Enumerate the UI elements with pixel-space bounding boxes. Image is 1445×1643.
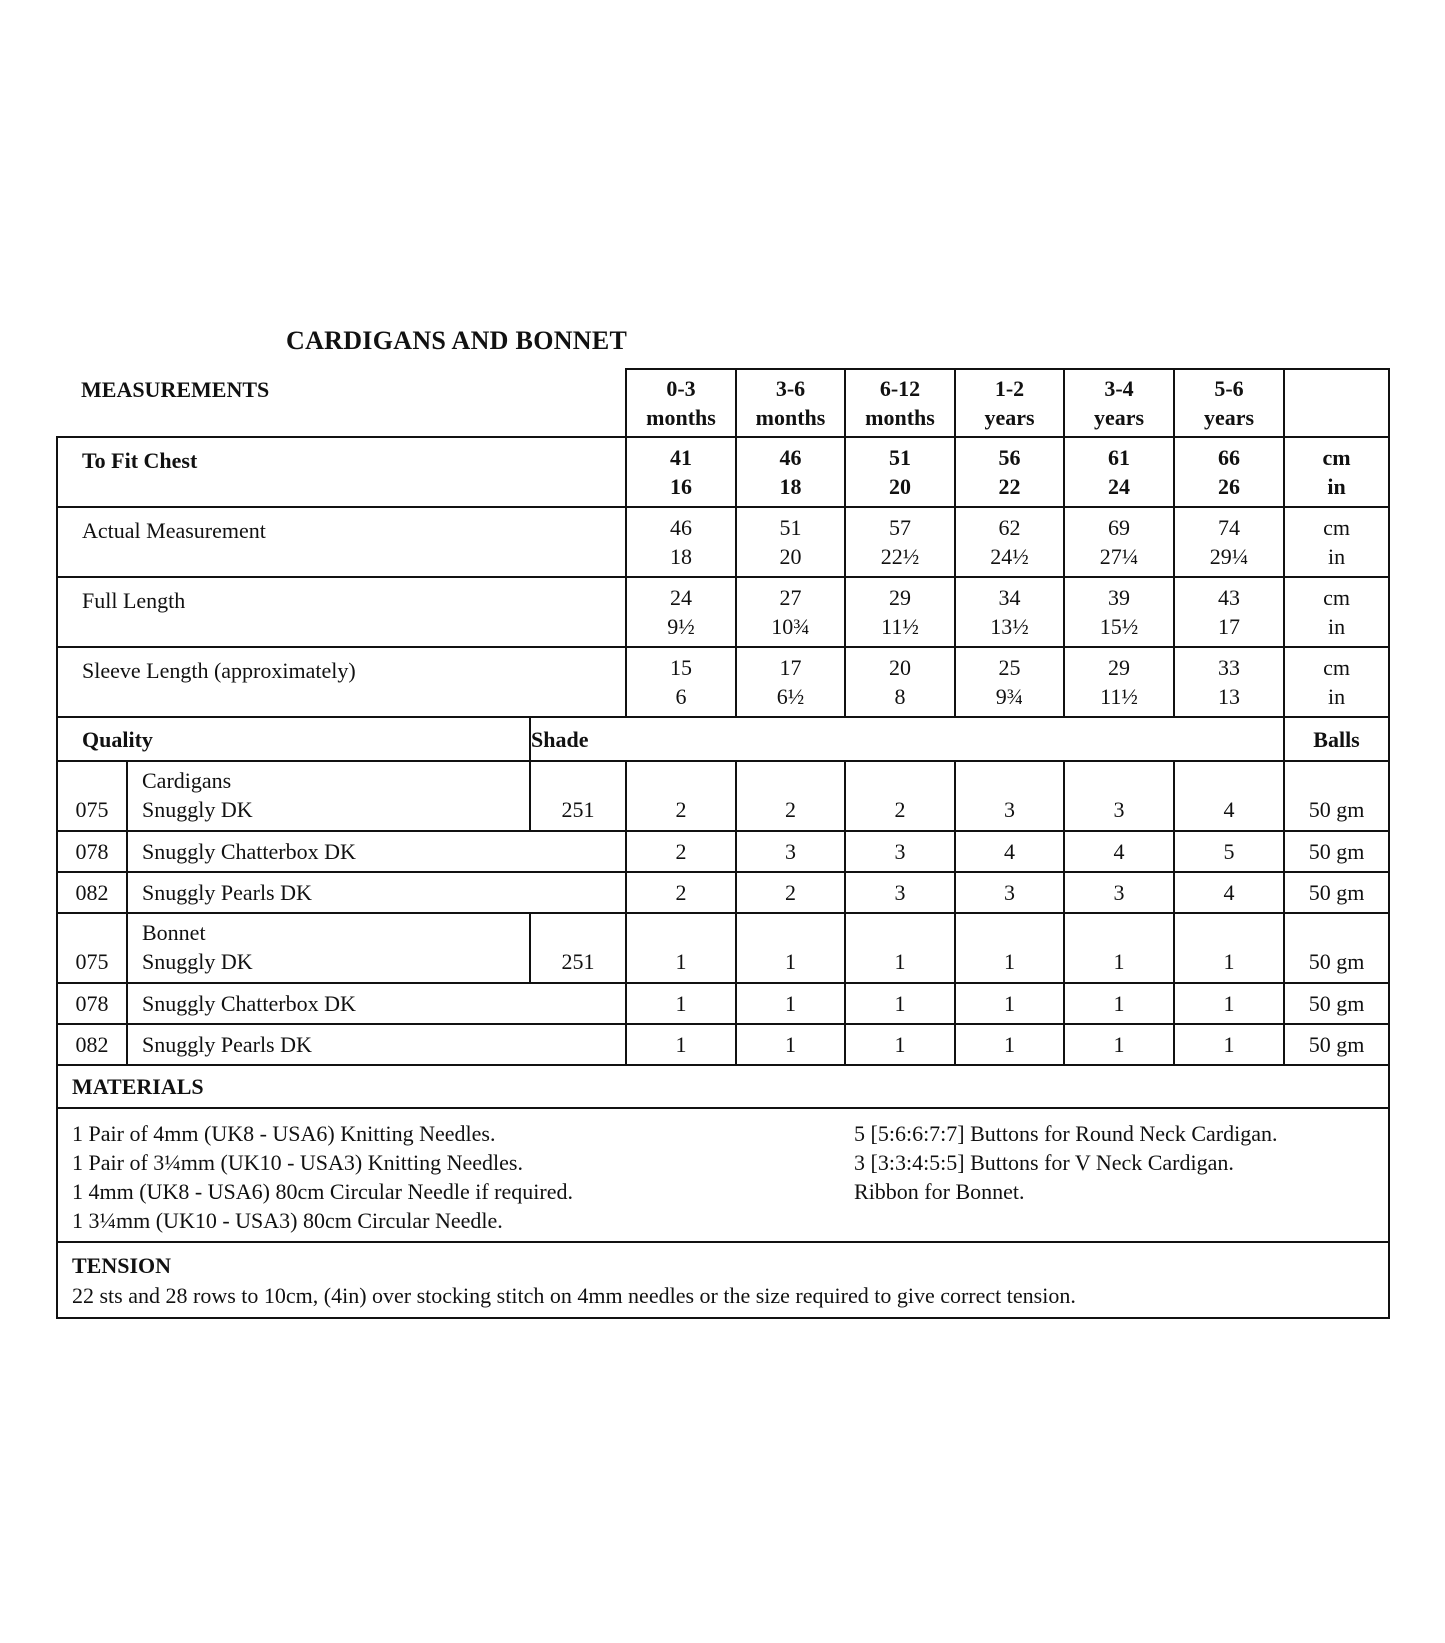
ball-count: 2 xyxy=(626,872,736,913)
size-header: 5-6 years xyxy=(1174,369,1284,437)
yarn-name-cell: Cardigans Snuggly DK xyxy=(127,761,530,831)
measure-value: 62 24½ xyxy=(955,507,1064,577)
ball-count: 1 xyxy=(626,913,736,983)
ball-count: 4 xyxy=(955,831,1064,872)
ball-count: 1 xyxy=(1064,1024,1174,1065)
size-header: 1-2 years xyxy=(955,369,1064,437)
ball-count: 1 xyxy=(1174,913,1284,983)
measure-unit: cm in xyxy=(1284,437,1389,507)
size-header-blank xyxy=(1284,369,1389,437)
yarn-row xyxy=(57,872,1389,913)
materials-row xyxy=(57,1108,1389,1242)
measure-value: 51 20 xyxy=(736,507,845,577)
measure-row xyxy=(57,647,1389,717)
shade-code: 251 xyxy=(530,913,626,983)
ball-count: 1 xyxy=(955,913,1064,983)
measure-value: 56 22 xyxy=(955,437,1064,507)
ball-count: 1 xyxy=(626,983,736,1024)
ball-count: 1 xyxy=(1064,983,1174,1024)
materials-item: 1 4mm (UK8 - USA6) 80cm Circular Needle if required. xyxy=(72,1179,573,1204)
size-header: 0-3 months xyxy=(626,369,736,437)
ball-count: 2 xyxy=(736,761,845,831)
ball-count: 4 xyxy=(1174,761,1284,831)
yarn-name: Snuggly Pearls DK xyxy=(127,872,626,913)
quality-header: Quality xyxy=(57,717,530,761)
ball-count: 4 xyxy=(1064,831,1174,872)
ball-count: 1 xyxy=(736,913,845,983)
pattern-table xyxy=(56,368,1390,1319)
ball-count: 1 xyxy=(845,1024,955,1065)
measure-value: 33 13 xyxy=(1174,647,1284,717)
ball-weight: 50 gm xyxy=(1284,761,1389,831)
ball-count: 1 xyxy=(1064,913,1174,983)
measure-row xyxy=(57,577,1389,647)
ball-weight: 50 gm xyxy=(1284,1024,1389,1065)
measure-value: 17 6½ xyxy=(736,647,845,717)
section-heading-cardigans: Cardigans xyxy=(142,768,232,793)
ball-count: 3 xyxy=(845,872,955,913)
measure-value: 61 24 xyxy=(1064,437,1174,507)
measure-value: 29 11½ xyxy=(1064,647,1174,717)
yarn-row xyxy=(57,1024,1389,1065)
ball-count: 1 xyxy=(1174,1024,1284,1065)
materials-extras xyxy=(854,1119,1374,1235)
ball-weight: 50 gm xyxy=(1284,831,1389,872)
section-heading-bonnet: Bonnet xyxy=(142,920,206,945)
ball-count: 2 xyxy=(626,761,736,831)
measurements-label: MEASUREMENTS xyxy=(57,369,626,437)
tension-text: 22 sts and 28 rows to 10cm, (4in) over stocking stitch on 4mm needles or the size required to give correct tension. xyxy=(72,1283,1076,1308)
ball-count: 3 xyxy=(955,872,1064,913)
tension-cell xyxy=(57,1242,1389,1318)
measure-value: 46 18 xyxy=(626,507,736,577)
quality-header-row xyxy=(57,717,1389,761)
measure-value: 66 26 xyxy=(1174,437,1284,507)
yarn-row xyxy=(57,831,1389,872)
measure-value: 69 27¼ xyxy=(1064,507,1174,577)
ball-count: 3 xyxy=(1064,761,1174,831)
yarn-name: Snuggly Chatterbox DK xyxy=(127,983,626,1024)
measure-value: 43 17 xyxy=(1174,577,1284,647)
ball-count: 1 xyxy=(736,983,845,1024)
materials-item: 3 [3:3:4:5:5] Buttons for V Neck Cardigan. xyxy=(854,1150,1234,1175)
quality-code: 078 xyxy=(57,983,127,1024)
quality-code: 078 xyxy=(57,831,127,872)
measure-unit: cm in xyxy=(1284,507,1389,577)
yarn-row xyxy=(57,983,1389,1024)
measure-unit: cm in xyxy=(1284,647,1389,717)
yarn-row xyxy=(57,761,1389,831)
ball-count: 3 xyxy=(736,831,845,872)
measure-value: 24 9½ xyxy=(626,577,736,647)
measure-label: Actual Measurement xyxy=(57,507,626,577)
materials-item: 1 3¼mm (UK10 - USA3) 80cm Circular Needle. xyxy=(72,1208,503,1233)
shade-header: Shade xyxy=(530,717,1284,761)
ball-count: 1 xyxy=(955,1024,1064,1065)
quality-code: 075 xyxy=(57,913,127,983)
tension-heading: TENSION xyxy=(72,1253,172,1278)
ball-count: 1 xyxy=(845,913,955,983)
yarn-name-cell: Bonnet Snuggly DK xyxy=(127,913,530,983)
quality-code: 082 xyxy=(57,872,127,913)
ball-weight: 50 gm xyxy=(1284,913,1389,983)
measure-unit: cm in xyxy=(1284,577,1389,647)
measure-row xyxy=(57,507,1389,577)
materials-item: Ribbon for Bonnet. xyxy=(854,1179,1025,1204)
measure-value: 25 9¾ xyxy=(955,647,1064,717)
ball-count: 2 xyxy=(736,872,845,913)
measure-value: 46 18 xyxy=(736,437,845,507)
measure-value: 15 6 xyxy=(626,647,736,717)
ball-count: 3 xyxy=(1064,872,1174,913)
measure-value: 27 10¾ xyxy=(736,577,845,647)
ball-count: 1 xyxy=(1174,983,1284,1024)
yarn-row xyxy=(57,913,1389,983)
materials-header-row xyxy=(57,1065,1389,1108)
ball-count: 2 xyxy=(626,831,736,872)
page-title: CARDIGANS AND BONNET xyxy=(286,326,628,355)
yarn-name: Snuggly Chatterbox DK xyxy=(127,831,626,872)
ball-count: 1 xyxy=(626,1024,736,1065)
materials-cell xyxy=(57,1108,1389,1242)
ball-count: 2 xyxy=(845,761,955,831)
materials-item: 1 Pair of 3¼mm (UK10 - USA3) Knitting Needles. xyxy=(72,1150,523,1175)
ball-weight: 50 gm xyxy=(1284,983,1389,1024)
ball-count: 4 xyxy=(1174,872,1284,913)
measure-value: 41 16 xyxy=(626,437,736,507)
ball-count: 3 xyxy=(845,831,955,872)
quality-code: 082 xyxy=(57,1024,127,1065)
tension-row xyxy=(57,1242,1389,1318)
ball-count: 3 xyxy=(955,761,1064,831)
size-header: 6-12 months xyxy=(845,369,955,437)
size-header: 3-4 years xyxy=(1064,369,1174,437)
ball-count: 1 xyxy=(736,1024,845,1065)
materials-needles xyxy=(72,1119,573,1235)
materials-item: 1 Pair of 4mm (UK8 - USA6) Knitting Needles. xyxy=(72,1121,496,1146)
measure-value: 34 13½ xyxy=(955,577,1064,647)
ball-count: 5 xyxy=(1174,831,1284,872)
shade-code: 251 xyxy=(530,761,626,831)
measure-label: Full Length xyxy=(57,577,626,647)
measure-value: 74 29¼ xyxy=(1174,507,1284,577)
ball-count: 1 xyxy=(845,983,955,1024)
measure-label: Sleeve Length (approximately) xyxy=(57,647,626,717)
yarn-name: Snuggly Pearls DK xyxy=(127,1024,626,1065)
size-header: 3-6 months xyxy=(736,369,845,437)
materials-item: 5 [5:6:6:7:7] Buttons for Round Neck Cardigan. xyxy=(854,1121,1278,1146)
measure-value: 57 22½ xyxy=(845,507,955,577)
size-header-row xyxy=(57,369,1389,437)
ball-count: 1 xyxy=(955,983,1064,1024)
measure-value: 51 20 xyxy=(845,437,955,507)
measure-value: 39 15½ xyxy=(1064,577,1174,647)
materials-heading: MATERIALS xyxy=(57,1065,1389,1108)
measure-label: To Fit Chest xyxy=(57,437,626,507)
measure-value: 29 11½ xyxy=(845,577,955,647)
balls-header: Balls xyxy=(1284,717,1389,761)
measure-value: 20 8 xyxy=(845,647,955,717)
ball-weight: 50 gm xyxy=(1284,872,1389,913)
quality-code: 075 xyxy=(57,761,127,831)
measure-row xyxy=(57,437,1389,507)
